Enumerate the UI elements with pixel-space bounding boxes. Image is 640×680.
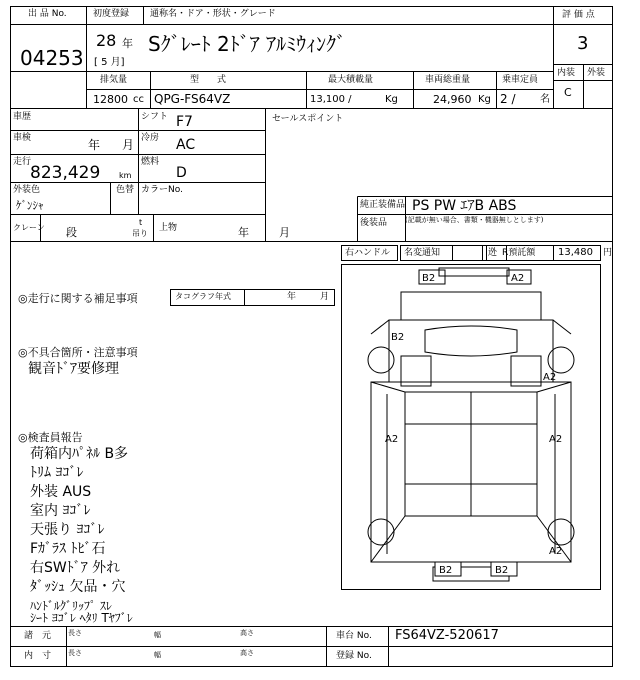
max-load-unit: Kg	[385, 94, 398, 105]
gross-weight-unit: Kg	[478, 94, 491, 105]
score-value: 3	[577, 33, 589, 54]
score-label: 評 価 点	[562, 10, 595, 20]
aftermarket-note: (記載が無い場合、書類・機器無しとします)	[405, 216, 544, 224]
length-label: 長さ	[68, 649, 82, 657]
fuel-label: 燃料	[141, 157, 160, 167]
lot-number: 04253	[20, 46, 84, 70]
damage-mark: A2	[549, 434, 563, 445]
crane-hoist: 吊り	[132, 229, 148, 238]
recycle-unit: 円	[603, 248, 613, 258]
inspector-line: 室内 ﾖｺﾞﾚ	[30, 503, 91, 519]
damage-mark: A2	[549, 546, 563, 557]
damage-mark: B2	[495, 565, 509, 576]
chassis-number: FS64VZ-520617	[395, 628, 499, 643]
length-label: 長さ	[68, 629, 82, 637]
width-label: 幅	[154, 631, 161, 639]
tachograph-month: 月	[320, 292, 330, 302]
inspector-line: 荷箱内ﾊﾟﾈﾙ B多	[30, 446, 129, 462]
inspector-line: ﾄﾘﾑ ﾖｺﾞﾚ	[30, 465, 84, 481]
dims-label: 諸 元	[24, 631, 52, 641]
width-label: 幅	[154, 651, 161, 659]
color-change-label: 色替	[116, 185, 135, 195]
exterior-label: 外装	[587, 68, 606, 78]
shift-label: シフト	[141, 112, 169, 122]
interior-dims-label: 内 寸	[24, 651, 52, 661]
inspector-line: 外装 AUS	[30, 484, 92, 500]
shift-value: F7	[176, 114, 193, 130]
gross-weight-label: 車両総重量	[425, 75, 471, 85]
displacement-value: 12800	[93, 93, 128, 106]
inspector-line: ｼｰﾄ ﾖｺﾞﾚ ﾍﾀﾘ Tﾔﾌﾞﾚ	[30, 611, 133, 625]
displacement-unit: cc	[133, 94, 144, 105]
equipment-value: PS PW ｴｱB ABS	[412, 198, 517, 214]
mileage-unit: km	[119, 171, 132, 180]
mileage-label: 走行	[13, 157, 32, 167]
ac-value: AC	[176, 137, 196, 153]
reg-number-label: 登録 No.	[336, 651, 372, 661]
damage-mark: A2	[385, 434, 399, 445]
max-load-value: 13,100 /	[310, 94, 352, 105]
interior-score: C	[564, 86, 572, 99]
inspector-line: Fｶﾞﾗｽ ﾄﾋﾞ石	[30, 541, 106, 557]
capacity-value: 2 /	[500, 92, 516, 106]
displacement-label: 排気量	[100, 75, 128, 85]
damage-mark: A2	[511, 273, 525, 284]
upper-month: 月	[279, 226, 290, 239]
ac-label: 冷房	[141, 133, 160, 143]
capacity-label: 乗車定員	[502, 75, 539, 85]
model-label: 型 式	[190, 75, 227, 85]
tamper-label: 迯	[488, 248, 498, 258]
inspection-year: 年	[88, 138, 101, 152]
mileage-value: 823,429	[30, 163, 101, 183]
vehicle-name: Sｸﾞﾚｰﾄ 2ﾄﾞｱ ｱﾙﾐｳｨﾝｸﾞ	[148, 32, 347, 56]
inspector-label: ◎検査員報告	[18, 431, 83, 444]
capacity-unit: 名	[540, 94, 550, 105]
upper-label: 上物	[159, 223, 178, 233]
driving-notes-label: ◎走行に関する補足事項	[18, 292, 138, 305]
selling-points-label: セールスポイント	[272, 114, 344, 124]
recycle-label: R預託額	[502, 248, 536, 258]
damage-mark: B2	[391, 332, 405, 343]
handle-value: 右ハンドル	[345, 248, 391, 258]
inspector-line: 天張り ﾖｺﾞﾚ	[30, 522, 105, 538]
max-load-label: 最大積載量	[328, 75, 374, 85]
recycle-value: 13,480	[558, 247, 593, 258]
crane-label: クレーン	[13, 223, 45, 232]
inspection-label: 車検	[13, 133, 32, 143]
crane-stage: 段	[66, 226, 77, 239]
upper-year: 年	[238, 226, 249, 239]
ext-color-value: ｹﾞﾝｼｬ	[16, 199, 44, 212]
vehicle-damage-diagram	[341, 264, 601, 590]
defects-label: ◎不具合箇所・注意事項	[18, 346, 138, 359]
inspection-month: 月	[122, 138, 135, 152]
inspector-line: ﾊﾝﾄﾞﾙｸﾞﾘｯﾌﾟ ｽﾚ	[30, 599, 112, 613]
equipment-label: 純正装備品	[360, 200, 406, 210]
fuel-value: D	[176, 165, 187, 181]
height-label: 高さ	[240, 629, 254, 637]
meter-change-label: 名変通知	[404, 248, 441, 258]
reg-month: [ 5 月]	[94, 57, 125, 68]
first-reg-label: 初度登録	[93, 9, 130, 19]
reg-year: 28	[96, 31, 117, 50]
inspector-line: 右SWﾄﾞｱ 外れ	[30, 560, 121, 576]
tachograph-year: 年	[287, 292, 297, 302]
reg-year-unit: 年	[122, 37, 133, 50]
history-label: 車歴	[13, 112, 32, 122]
color-no-label: カラーNo.	[141, 185, 183, 195]
damage-mark: B2	[439, 565, 453, 576]
ext-color-label: 外装色	[13, 185, 41, 195]
tachograph-label: タコグラフ年式	[175, 292, 231, 301]
inspector-line: ﾀﾞｯｼｭ 欠品・穴	[30, 579, 126, 595]
height-label: 高さ	[240, 649, 254, 657]
interior-label: 内装	[557, 68, 576, 78]
gross-weight-value: 24,960	[433, 93, 472, 106]
crane-ton: t	[139, 218, 143, 227]
vehicle-name-label: 通称名・ドア・形状・グレード	[150, 9, 276, 19]
lot-label: 出 品 No.	[28, 9, 67, 19]
damage-mark: B2	[422, 273, 436, 284]
damage-mark: A2	[543, 372, 557, 383]
model-value: QPG-FS64VZ	[154, 92, 231, 106]
chassis-label: 車台 No.	[336, 631, 372, 641]
defect-line: 観音ﾄﾞｱ要修理	[28, 361, 119, 377]
aftermarket-label: 後装品	[360, 218, 388, 228]
